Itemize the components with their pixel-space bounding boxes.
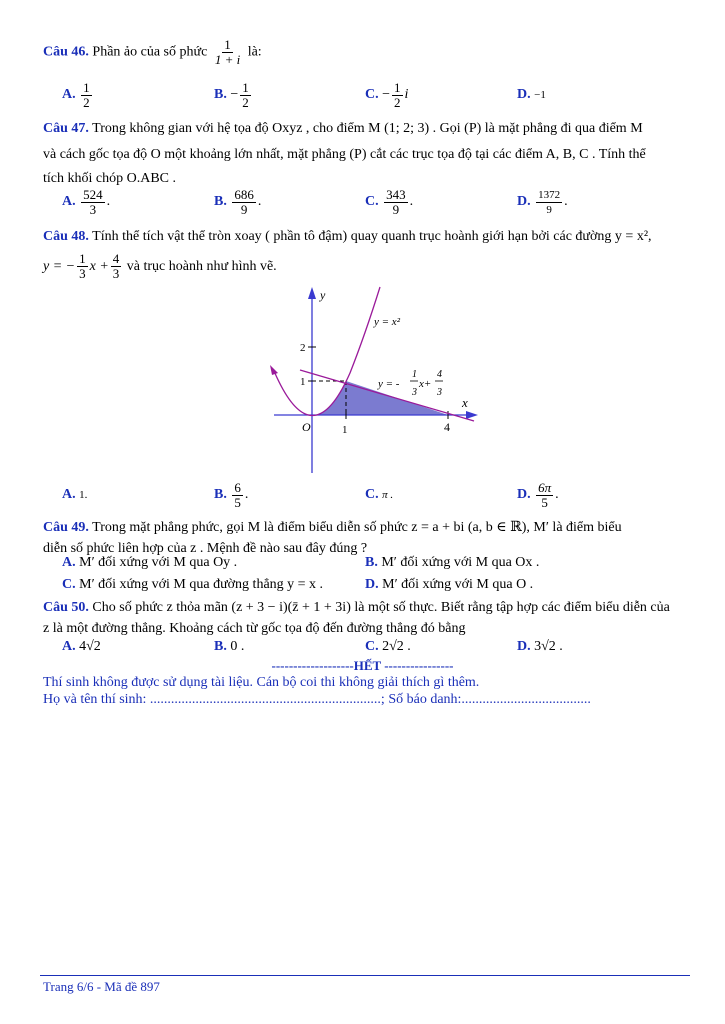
- y-axis-label: y: [320, 288, 326, 302]
- q47-option-c[interactable]: C. $\frac{343}{9}$ .: [365, 186, 414, 217]
- line-label-den1: 3: [412, 387, 417, 398]
- origin-label: O: [302, 420, 311, 434]
- q48-line2: y = − $\frac{1}{3}$ x + $\frac{4}{3}$ và trục hoành như hình vẽ.: [43, 250, 277, 281]
- parabola-label: y = x²: [374, 316, 400, 328]
- q48-option-b[interactable]: B. $\frac{6}{5}$ .: [214, 479, 249, 510]
- q47-line1: Câu 47. Trong không gian với hệ tọa độ Oxyz , cho điểm M (1; 2; 3) . Gọi (P) là mặt phẳng đi qua điểm M: [43, 121, 643, 136]
- q50-line1: Câu 50. Cho số phức z thỏa mãn (z + 3 − i)(z̄ + 1 + 3i) là một số thực. Biết rằng tập hợp các điểm biểu diễn của: [43, 600, 670, 615]
- q46-options: [62, 80, 702, 110]
- end-marker: -------------------HẾT ----------------: [271, 658, 454, 673]
- q48-option-c[interactable]: C. π .: [365, 487, 394, 502]
- q49-options-row1: [62, 552, 702, 574]
- question-47: [43, 118, 693, 189]
- line-label-pre: y = -: [378, 378, 400, 390]
- line-label-num1: 1: [412, 369, 417, 380]
- q49-options-row2: [62, 574, 702, 596]
- q48-option-a[interactable]: A. 1.: [62, 487, 88, 502]
- q47-options: [62, 187, 702, 217]
- q47-option-d[interactable]: D. $\frac{1372}{9}$ .: [517, 188, 568, 216]
- q47-option-a[interactable]: A. $\frac{524}{3}$ .: [62, 186, 111, 217]
- page-footer: Trang 6/6 - Mã đề 897: [43, 979, 160, 994]
- q50-line2: z là một đường thẳng. Khoảng cách từ gốc tọa độ đến đường thẳng đó bằng: [43, 621, 466, 636]
- q49-option-c[interactable]: C. M′ đối xứng với M qua đường thẳng y = x .: [62, 577, 324, 592]
- x-axis-label: x: [462, 395, 468, 410]
- q49-line2: diễn số phức liên hợp của z . Mệnh đề nào sau đây đúng ?: [43, 541, 368, 556]
- q46-fraction: $\frac{1}{1 + i}$: [214, 37, 241, 67]
- q48-graph: [260, 283, 490, 478]
- y-axis-arrow: [308, 287, 316, 299]
- q48-option-d[interactable]: D. $\frac{6\pi}{5}$ .: [517, 479, 559, 510]
- q50-option-c[interactable]: C. 2√2 .: [365, 639, 411, 654]
- q49-option-b[interactable]: B. M′ đối xứng với M qua Ox .: [365, 555, 540, 570]
- q46-text: Phần ảo của số phức: [92, 44, 208, 60]
- question-48: [43, 226, 693, 281]
- q48-options: [62, 480, 702, 510]
- q46-tail: là:: [247, 44, 262, 60]
- q50-options: [62, 636, 702, 658]
- q47-line2: và cách gốc tọa độ O một khoảng lớn nhất, mặt phẳng (P) cắt các trục tọa độ tại các điểm A, B, C . Tính thể: [43, 147, 646, 162]
- tick-x1: 1: [342, 424, 348, 436]
- q46-option-d[interactable]: D. −1: [517, 87, 546, 102]
- q46-label: Câu 46.: [43, 44, 89, 60]
- q47-option-b[interactable]: B. $\frac{686}{9}$ .: [214, 186, 262, 217]
- question-50: [43, 597, 693, 639]
- q47-line3: tích khối chóp O.ABC .: [43, 171, 176, 186]
- q50-option-b[interactable]: B. 0 .: [214, 639, 245, 654]
- footer-divider: [40, 975, 690, 976]
- line-label-mid: x+: [419, 378, 432, 390]
- q48-line1: Câu 48. Tính thể tích vật thể tròn xoay ( phần tô đậm) quay quanh trục hoành giới hạn bởi các đường y = x²,: [43, 229, 652, 244]
- tick-y1: 1: [300, 376, 306, 388]
- q50-option-a[interactable]: A. 4√2: [62, 639, 101, 654]
- tick-y2: 2: [300, 342, 306, 354]
- line-label-num2: 4: [437, 369, 442, 380]
- q49-line1: Câu 49. Trong mặt phẳng phức, gọi M là điểm biểu diễn số phức z = a + bi (a, b ∈ ℝ), M′ là điểm biểu: [43, 520, 622, 535]
- q46-option-b[interactable]: B. − $\frac{1}{2}$: [214, 79, 249, 110]
- q46-option-c[interactable]: C. − $\frac{1}{2}$ i: [365, 79, 409, 110]
- exam-note: Thí sinh không được sử dụng tài liệu. Cán bộ coi thi không giải thích gì thêm.: [43, 675, 480, 690]
- q49-option-a[interactable]: A. M′ đối xứng với M qua Oy .: [62, 555, 238, 570]
- question-46: [43, 38, 693, 67]
- q50-option-d[interactable]: D. 3√2 .: [517, 639, 563, 654]
- tick-x4: 4: [444, 420, 450, 434]
- x-axis-arrow: [466, 411, 478, 419]
- q46-option-a[interactable]: A. $\frac{1}{2}$: [62, 79, 90, 110]
- q49-option-d[interactable]: D. M′ đối xứng với M qua O .: [365, 577, 534, 592]
- candidate-info-line: Họ và tên thí sinh: ..................................................................; Số báo danh:.....................................: [43, 692, 591, 707]
- line-label-den2: 3: [437, 387, 442, 398]
